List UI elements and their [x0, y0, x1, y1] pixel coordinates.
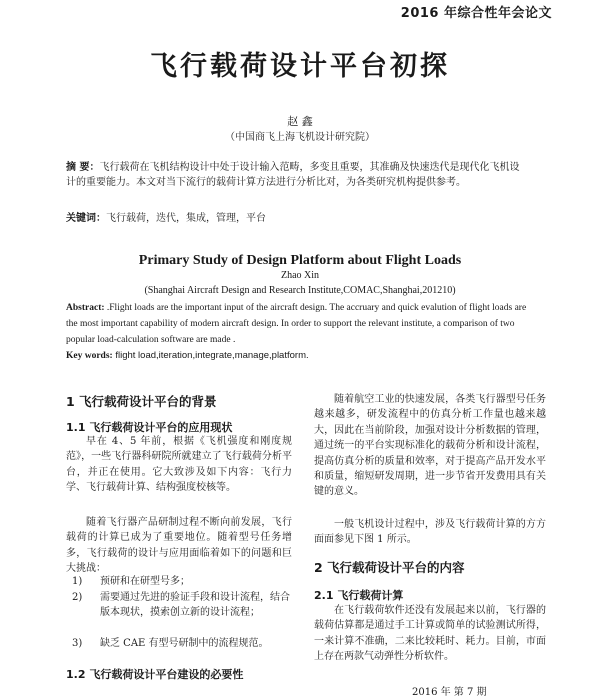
- keywords-cn-text: 飞行载荷，迭代，集成，管理，平台: [106, 213, 266, 224]
- affiliation-cn: （中国商飞上海飞机设计研究院）: [225, 132, 375, 143]
- author-en: Zhao Xin: [280, 270, 320, 281]
- affiliation-en: (Shanghai Aircraft Design and Research Institute,COMAC,Shanghai,201210): [144, 285, 456, 296]
- author-cn: 赵 鑫: [287, 115, 313, 128]
- list-item: [66, 590, 292, 621]
- abstract-en-label: Abstract:: [66, 303, 105, 313]
- list-item: [66, 636, 292, 651]
- keywords-en-text: flight load,iteration,integrate,manage,platform.: [112, 350, 309, 361]
- paper-title-en: Primary Study of Design Platform about Flight Loads: [138, 253, 462, 268]
- list-item-number: 1): [72, 576, 83, 587]
- abstract-en: [66, 300, 528, 348]
- section-1-1-heading: 1.1 飞行载荷设计平台的应用现状: [66, 421, 233, 434]
- abstract-cn-label: 摘 要：: [66, 162, 100, 173]
- list-item-number: 3): [72, 638, 83, 649]
- abstract-en-text: .Flight loads are the important input of the aircraft design. The accruary and quick evalution of flight loads are the most important capability of modern aircraft design. In order to support the relevant institute, a comparison of two popular load-calculation software are made .: [66, 303, 527, 345]
- right-paragraph-3: 在飞行载荷软件还没有发展起来以前，飞行器的载荷估算都是通过手工计算或简单的试验测试所得，一来计算不准确，二来比较耗时、耗力。目前，市面上存在两款气动弹性分析软件。: [314, 605, 546, 663]
- list-item: [66, 574, 292, 589]
- list-item-text: 预研和在研型号多；: [100, 576, 190, 587]
- journal-header: 2016 年综合性年会论文: [400, 6, 552, 21]
- right-paragraph-1: 随着航空工业的快速发展，各类飞行器型号任务越来越多，研发流程中的仿真分析工作量也越来越大，因此在当前阶段，加强对设计分析数据的管理，通过统一的平台实现标准化的载荷分析和设计流程，提高仿真分析的质量和效率，对于提高产品开发水平和质量，缩短研发周期，进一步节省开发费用具有关键的意义。: [314, 394, 546, 498]
- list-item-text: 缺乏 CAE 有型号研制中的流程规范。: [100, 638, 269, 649]
- keywords-cn-label: 关键词：: [66, 213, 106, 224]
- section-1-heading: 1 飞行载荷设计平台的背景: [66, 394, 217, 409]
- section-2-heading: 2 飞行载荷设计平台的内容: [314, 560, 465, 575]
- keywords-en: [66, 350, 528, 361]
- section-2-1-heading: 2.1 飞行载荷计算: [314, 589, 404, 602]
- section-1-2-heading: 1.2 飞行载荷设计平台建设的必要性: [66, 668, 244, 681]
- list-item-text: 需要通过先进的验证手段和设计流程，结合版本现状，摸索创立新的设计流程；: [100, 592, 290, 619]
- list-item-number: 2): [72, 592, 83, 603]
- left-paragraph-2: 随着飞行器产品研制过程不断向前发展，飞行载荷的计算已成为了重要地位。随着型号任务增多，飞行载荷的设计与应用面临着如下的问题和巨大挑战：: [66, 517, 292, 575]
- page-footer: 2016 年 第 7 期: [412, 687, 487, 698]
- abstract-cn-text: 飞行载荷在飞机结构设计中处于设计输入范畴，多变且重要，其准确及快速迭代是现代化飞机设计的重要能力。本文对当下流行的载荷计算方法进行分析比对，为各类研究机构提供参考。: [66, 162, 520, 188]
- left-paragraph-1: 早在 4、5 年前，根据《飞机强度和刚度规范》，一些飞行器科研院所就建立了飞行载荷分析平台，并正在使用。它大致涉及如下内容：飞行力学、飞行载荷计算、结构强度校核等。: [66, 436, 292, 494]
- right-paragraph-2: 一般飞机设计过程中，涉及飞行载荷计算的方方面面参见下图 1 所示。: [314, 519, 546, 546]
- paper-title-cn: 飞行载荷设计平台初探: [150, 51, 450, 82]
- abstract-cn: [66, 160, 528, 190]
- keywords-cn: [66, 209, 528, 224]
- keywords-en-label: Key words:: [66, 351, 113, 361]
